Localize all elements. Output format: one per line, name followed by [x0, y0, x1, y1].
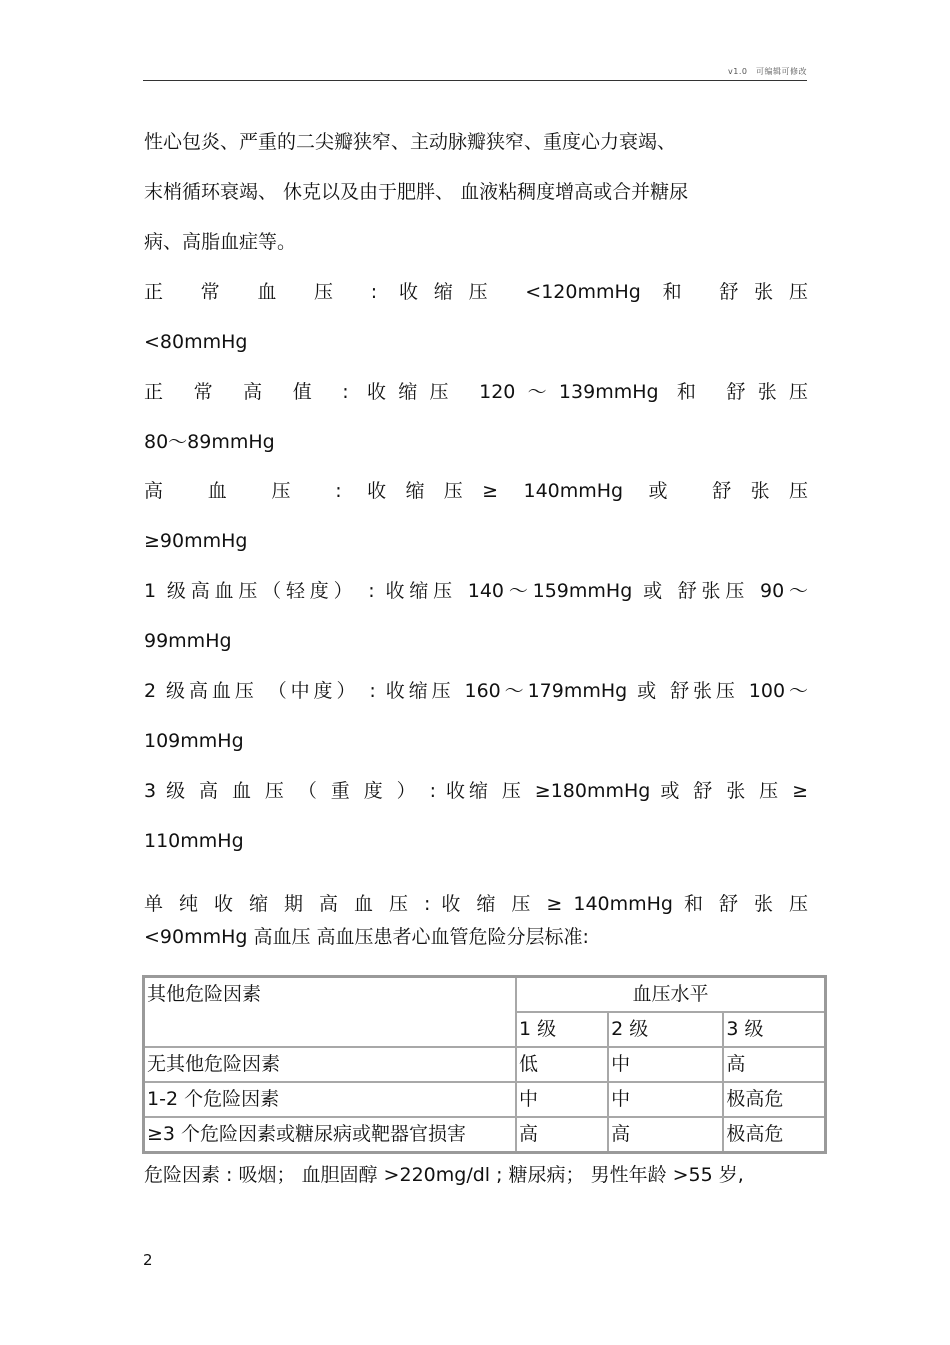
- risk-factor-cell: 1-2 个危险因素: [144, 1082, 517, 1117]
- table-header-row: [144, 977, 826, 1013]
- risk-factor-cell: 无其他危险因素: [144, 1047, 517, 1082]
- risk-stratification-table: [142, 975, 827, 1154]
- body-line: 3 级 高 血 压 （ 重 度 ） : 收缩 压 ≥180mmHg 或 舒 张 压 ≥: [144, 780, 808, 802]
- grade-header: 3 级: [723, 1012, 825, 1047]
- body-line: 99mmHg: [144, 630, 232, 652]
- table-row: [144, 1047, 826, 1082]
- risk-level-cell: 高: [516, 1117, 608, 1153]
- risk-factors-line: 危险因素 : 吸烟； 血胆固醇 >220mg/dl ; 糖尿病； 男性年龄 >55 岁,: [144, 1164, 744, 1186]
- risk-level-cell: 极高危: [723, 1082, 825, 1117]
- risk-level-cell: 中: [516, 1082, 608, 1117]
- header-version-note: v1.0 可编辑可修改: [728, 67, 807, 76]
- risk-factor-header: 其他危险因素: [144, 977, 517, 1048]
- body-line: 2 级高血压 （中度） : 收缩压 160～179mmHg 或 舒张压 100～: [144, 680, 808, 702]
- risk-level-cell: 高: [608, 1117, 723, 1153]
- body-line: 末梢循环衰竭、 休克以及由于肥胖、 血液粘稠度增高或合并糖尿: [144, 181, 689, 203]
- body-line: 80～89mmHg: [144, 431, 275, 453]
- risk-level-cell: 极高危: [723, 1117, 825, 1153]
- body-line: 1 级高血压（轻度） : 收缩压 140～159mmHg 或 舒张压 90～: [144, 580, 808, 602]
- risk-level-cell: 低: [516, 1047, 608, 1082]
- risk-level-cell: 高: [723, 1047, 825, 1082]
- body-line: 单 纯 收 缩 期 高 血 压 : 收 缩 压 ≥ 140mmHg 和 舒 张 压: [144, 893, 808, 915]
- risk-factor-cell: ≥3 个危险因素或糖尿病或靶器官损害: [144, 1117, 517, 1153]
- grade-header: 1 级: [516, 1012, 608, 1047]
- risk-level-cell: 中: [608, 1047, 723, 1082]
- body-line: 性心包炎、严重的二尖瓣狭窄、主动脉瓣狭窄、重度心力衰竭、: [144, 131, 677, 153]
- body-line: ≥90mmHg: [144, 530, 248, 552]
- body-line: 109mmHg: [144, 730, 244, 752]
- body-line: 正 常 血 压 : 收缩压 <120mmHg 和 舒张压: [144, 281, 808, 303]
- bp-level-header: 血压水平: [516, 977, 825, 1013]
- page-number: 2: [143, 1251, 153, 1269]
- body-line: 正 常 高 值 : 收缩压 120～139mmHg 和 舒张压: [144, 381, 808, 403]
- header-rule: [143, 80, 807, 81]
- body-line: 110mmHg: [144, 830, 244, 852]
- body-line: 高 血 压 : 收缩压≥ 140mmHg 或 舒张压: [144, 480, 808, 502]
- table-row: [144, 1082, 826, 1117]
- risk-level-cell: 中: [608, 1082, 723, 1117]
- body-line: <90mmHg 高血压 高血压患者心血管危险分层标准:: [144, 926, 589, 948]
- table-row: [144, 1117, 826, 1153]
- body-line: <80mmHg: [144, 331, 248, 353]
- grade-header: 2 级: [608, 1012, 723, 1047]
- body-line: 病、高脂血症等。: [144, 231, 297, 253]
